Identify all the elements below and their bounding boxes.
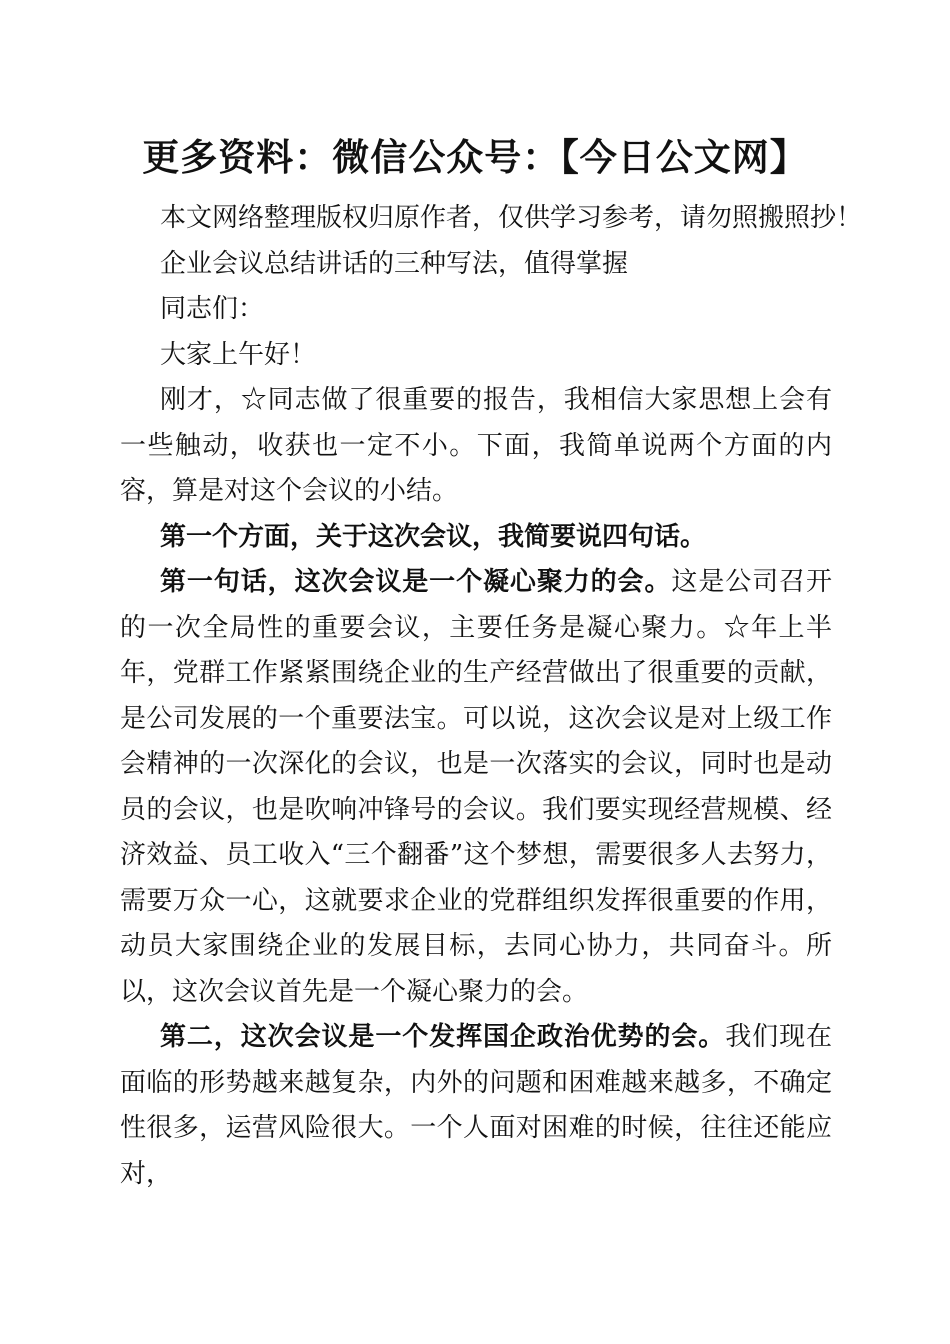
point-one-paragraph	[120, 560, 832, 1015]
document-title: 更多资料：微信公众号：【今日公文网】	[142, 136, 808, 179]
point-one-lead: 第一句话，这次会议是一个凝心聚力的会。	[160, 567, 672, 597]
section-one-heading: 第一个方面，关于这次会议，我简要说四句话。	[160, 521, 707, 552]
article-heading: 企业会议总结讲话的三种写法，值得掌握	[160, 248, 629, 279]
document-body	[120, 196, 863, 1197]
copyright-notice: 本文网络整理版权归原作者，仅供学习参考，请勿照搬照抄！	[160, 203, 863, 233]
point-one-text: 这是公司召开的一次全局性的重要会议，主要任务是凝心聚力。☆年上半年，党群工作紧紧围绕企业的生产经营做出了很重要的贡献，是公司发展的一个重要法宝。可以说，这次会议是对上级工作会精神的一次深化的会议，也是一次落实的会议，同时也是动员的会议，也是吹响冲锋号的会议。我们要实现经营规模、经济效益、员工收入“三个翻番”这个梦想，需要很多人去努力，需要万众一心，这就要求企业的党群组织发挥很重要的作用，动员大家围绕企业的发展目标，去同心协力，共同奋斗。所以，这次会议首先是一个凝心聚力的会。	[120, 567, 832, 1007]
greeting: 大家上午好！	[160, 339, 317, 370]
point-two-lead: 第二，这次会议是一个发挥国企政治优势的会。	[160, 1022, 726, 1052]
point-two-text: 我们现在面临的形势越来越复杂，内外的问题和困难越来越多，不确定性很多，运营风险很大。一个人面对困难的时候，往往还能应对，	[120, 1022, 832, 1189]
intro-paragraph: 刚才，☆同志做了很重要的报告，我相信大家思想上会有一些触动，收获也一定不小。下面，我简单说两个方面的内容，算是对这个会议的小结。	[120, 385, 832, 506]
salutation: 同志们：	[160, 294, 265, 324]
point-two-paragraph	[120, 1015, 832, 1197]
